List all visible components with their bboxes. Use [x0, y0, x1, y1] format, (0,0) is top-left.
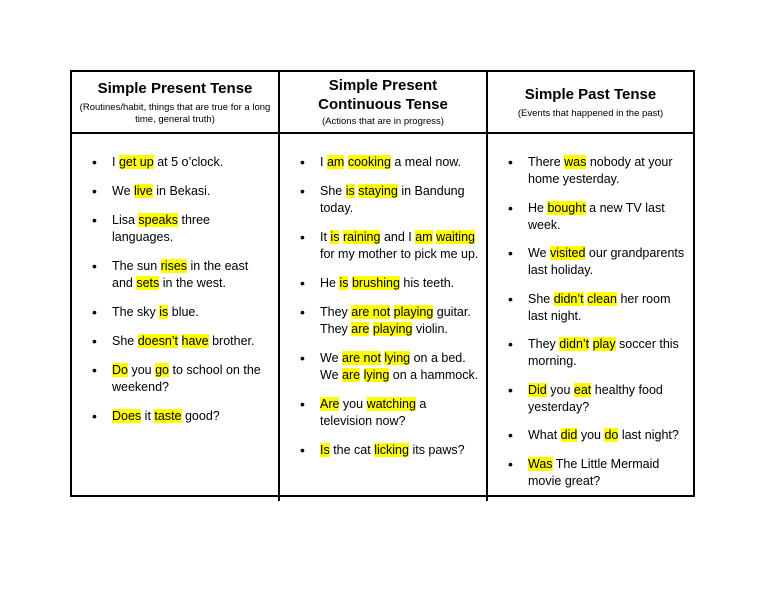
sentence-text: He — [528, 200, 548, 215]
sentence-text: I — [320, 155, 327, 169]
sentence-text: its paws? — [408, 443, 465, 457]
highlighted-verb: play — [592, 337, 616, 351]
sentence-text: nobody at your home yesterday. — [528, 155, 673, 186]
sentence-text: in Bekasi. — [152, 184, 211, 198]
examples-simple-past — [488, 134, 693, 501]
sentence-text: in the east and — [112, 259, 249, 290]
example-sentence — [300, 396, 480, 430]
highlighted-verb: go — [155, 363, 169, 377]
sentence-text: What — [528, 428, 561, 442]
header-simple-past — [488, 72, 693, 134]
sentence-text: good? — [181, 409, 220, 423]
example-sentence — [300, 154, 480, 171]
sentence-text: on a bed. — [410, 351, 466, 365]
sentence-text: a meal now. — [390, 155, 462, 169]
header-present-continuous — [280, 72, 488, 134]
highlighted-verb: waiting — [436, 230, 475, 244]
sentence-text: in the west. — [159, 276, 226, 290]
highlighted-verb: get up — [118, 155, 154, 169]
example-list — [488, 134, 693, 490]
highlighted-verb: have — [181, 334, 209, 348]
sentence-text: healthy food yesterday? — [528, 382, 663, 414]
sentence-text: They — [320, 305, 352, 319]
sentence-text: We — [528, 246, 550, 260]
sentence-text: There — [528, 155, 565, 169]
highlighted-verb: lying — [363, 368, 390, 382]
column-subtitle: (Routines/habit, things that are true for a long time, general truth) — [79, 101, 271, 125]
sentence-text: our grandparents last holiday. — [528, 246, 685, 277]
highlighted-verb: visited — [550, 246, 586, 260]
sentence-text: We — [112, 184, 134, 198]
column-title: Simple Present Tense — [97, 79, 253, 97]
example-sentence — [300, 229, 480, 263]
column-title: Simple Past Tense — [524, 85, 657, 103]
example-sentence — [508, 245, 687, 279]
example-sentence — [92, 258, 270, 292]
example-sentence — [92, 333, 270, 350]
column-subtitle: (Actions that are in progress) — [322, 116, 444, 127]
sentence-text: I — [112, 155, 119, 169]
sentence-text: We — [320, 368, 342, 382]
tense-table — [70, 70, 695, 497]
highlighted-verb: staying — [358, 184, 398, 198]
sentence-text: We — [320, 351, 342, 365]
highlighted-verb: am — [415, 230, 433, 244]
sentence-text: his teeth. — [399, 276, 455, 290]
sentence-text: at 5 o’clock. — [153, 155, 224, 169]
example-sentence — [92, 212, 270, 246]
highlighted-verb: do — [604, 428, 619, 442]
example-sentence — [92, 408, 270, 425]
example-sentence — [508, 291, 687, 325]
sentence-text: three languages. — [112, 213, 210, 244]
sentence-text: for my mother to pick me up. — [320, 247, 479, 261]
highlighted-verb: Do — [112, 363, 128, 377]
sentence-text: violin. — [412, 322, 448, 336]
highlighted-verb: playing — [393, 305, 434, 319]
sentence-text: She — [112, 334, 138, 348]
highlighted-verb: Did — [528, 382, 547, 397]
highlighted-verb: are — [342, 368, 361, 382]
sentence-text — [178, 334, 181, 348]
sentence-text: Lisa — [112, 213, 139, 227]
sentence-text: The Little Mermaid movie great? — [528, 456, 660, 488]
highlighted-verb: Does — [112, 409, 142, 423]
highlighted-verb: didn’t — [559, 337, 590, 351]
sentence-text: the cat — [329, 443, 375, 457]
sentence-text: her room last night. — [528, 291, 671, 323]
examples-simple-present — [72, 134, 280, 501]
example-sentence — [92, 183, 270, 200]
example-sentence — [92, 362, 270, 396]
example-list — [72, 134, 278, 425]
example-sentence — [92, 154, 270, 171]
sentence-text: in Bandung today. — [320, 184, 465, 215]
highlighted-verb: Is — [320, 443, 330, 457]
example-sentence — [508, 154, 687, 188]
highlighted-verb: is — [159, 305, 169, 319]
highlighted-verb: did — [560, 428, 578, 442]
highlighted-verb: am — [326, 155, 345, 169]
column-title: Simple Present Continuous Tense — [318, 77, 448, 113]
highlighted-verb: are — [351, 322, 370, 336]
highlighted-verb: playing — [372, 322, 413, 336]
highlighted-verb: live — [134, 184, 153, 198]
example-sentence — [508, 456, 687, 490]
highlighted-verb: is — [339, 276, 349, 290]
sentence-text: you — [127, 363, 156, 377]
example-sentence — [508, 382, 687, 416]
example-sentence — [508, 336, 687, 370]
highlighted-verb: is — [345, 184, 355, 198]
column-subtitle: (Events that happened in the past) — [517, 107, 664, 119]
sentence-text: last night? — [618, 428, 679, 442]
sentence-text: you — [577, 428, 605, 442]
highlighted-verb: bought — [547, 200, 586, 215]
highlighted-verb: lying — [384, 351, 411, 365]
highlighted-verb: are not — [351, 305, 391, 319]
examples-present-continuous — [280, 134, 488, 501]
highlighted-verb: taste — [154, 409, 182, 423]
sentence-text: and I — [380, 230, 416, 244]
highlighted-verb: are not — [342, 351, 381, 365]
example-sentence — [300, 350, 480, 384]
example-sentence — [300, 275, 480, 292]
sentence-text: She — [320, 184, 346, 198]
example-list — [280, 134, 486, 459]
highlighted-verb: is — [330, 230, 340, 244]
example-sentence — [300, 183, 480, 217]
highlighted-verb: raining — [342, 230, 381, 244]
example-sentence — [92, 304, 270, 321]
highlighted-verb: didn’t — [553, 291, 584, 306]
highlighted-verb: Are — [320, 397, 340, 411]
sentence-text: a television now? — [320, 397, 427, 428]
sentence-text: to school on the weekend? — [112, 363, 261, 394]
sentence-text: They — [320, 322, 352, 336]
example-sentence — [300, 442, 480, 459]
sentence-text: you — [339, 397, 367, 411]
example-sentence — [508, 200, 687, 234]
highlighted-verb: rises — [160, 259, 188, 273]
highlighted-verb: eat — [573, 382, 592, 397]
highlighted-verb: clean — [587, 291, 617, 306]
sentence-text: on a hammock. — [389, 368, 479, 382]
highlighted-verb: brushing — [351, 276, 400, 290]
sentence-text: you — [546, 382, 574, 397]
sentence-text: it — [141, 409, 155, 423]
highlighted-verb: watching — [366, 397, 416, 411]
sentence-text: She — [528, 291, 554, 306]
sentence-text: He — [320, 276, 340, 290]
sentence-text: soccer this morning. — [528, 337, 679, 368]
highlighted-verb: doesn’t — [137, 334, 179, 348]
highlighted-verb: was — [564, 155, 587, 169]
highlighted-verb: cooking — [347, 155, 391, 169]
sentence-text: It — [320, 230, 331, 244]
sentence-text: a new TV last week. — [528, 200, 665, 232]
sentence-text: The sun — [112, 259, 161, 273]
sentence-text: blue. — [168, 305, 199, 319]
header-simple-present — [72, 72, 280, 134]
example-sentence — [300, 304, 480, 338]
sentence-text: They — [528, 337, 560, 351]
highlighted-verb: licking — [374, 443, 409, 457]
sentence-text: The sky — [112, 305, 160, 319]
sentence-text: brother. — [208, 334, 255, 348]
sentence-text: guitar. — [433, 305, 471, 319]
highlighted-verb: sets — [136, 276, 160, 290]
example-sentence — [508, 427, 687, 444]
highlighted-verb: speaks — [138, 213, 179, 227]
highlighted-verb: Was — [528, 456, 553, 471]
